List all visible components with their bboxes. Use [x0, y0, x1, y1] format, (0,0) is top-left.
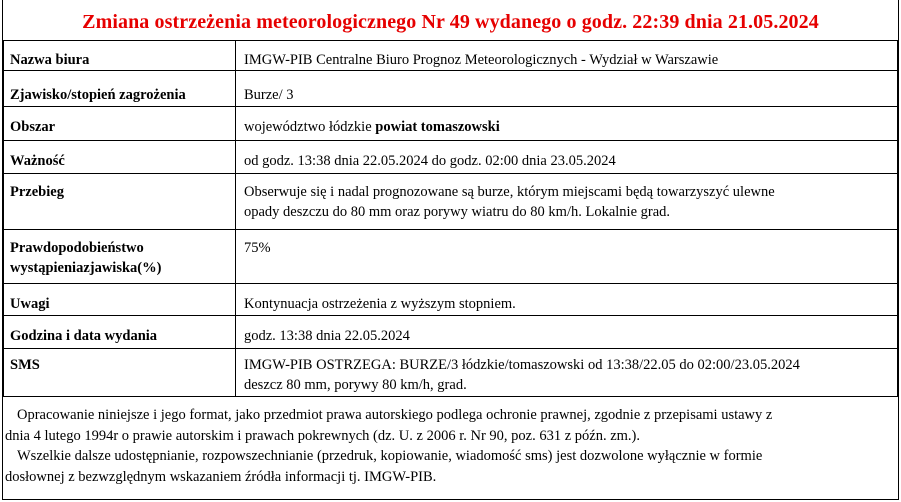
row-office — [4, 41, 898, 71]
sms-label: SMS — [4, 349, 236, 397]
row-issued — [4, 316, 898, 349]
area-county: powiat tomaszowski — [375, 119, 500, 135]
issued-label: Godzina i data wydania — [4, 316, 236, 349]
copyright-line-2: dnia 4 lutego 1994r o prawie autorskim i prawach pokrewnych (dz. U. z 2006 r. Nr 90, poz. 631 z późn. zm.). — [5, 427, 641, 444]
copyright-line-1: Opracowanie niniejsze i jego format, jako przedmiot prawa autorskiego podlega ochronie prawnej, zgodnie z przepisami ustawy z — [17, 407, 773, 423]
distribution-line-1: Wszelkie dalsze udostępnianie, rozpowszechnianie (przedruk, kopiowanie, wiadomość sms) jest dozwolone wyłącznie w formie — [17, 448, 763, 464]
phenomenon-label: Zjawisko/stopień zagrożenia — [4, 71, 236, 107]
course-line-1: Obserwuje się i nadal prognozowane są burze, którym miejscami będą towarzyszyć ulewne — [244, 184, 775, 200]
issued-value: godz. 13:38 dnia 22.05.2024 — [236, 316, 898, 349]
row-phenomenon — [4, 71, 898, 107]
validity-label: Ważność — [4, 141, 236, 174]
sms-line-1: IMGW-PIB OSTRZEGA: BURZE/3 łódzkie/tomaszowski od 13:38/22.05 do 02:00/23.05.2024 — [244, 357, 800, 373]
probability-value: 75% — [236, 230, 898, 284]
sms-line-2: deszcz 80 mm, porywy 80 km/h, grad. — [244, 377, 467, 393]
office-value: IMGW-PIB Centralne Biuro Prognoz Meteorologicznych - Wydział w Warszawie — [236, 41, 898, 71]
office-label: Nazwa biura — [4, 41, 236, 71]
row-course — [4, 174, 898, 230]
course-value — [236, 174, 898, 230]
validity-value: od godz. 13:38 dnia 22.05.2024 do godz. 02:00 dnia 23.05.2024 — [236, 141, 898, 174]
row-area — [4, 107, 898, 141]
warning-table — [3, 40, 898, 397]
probability-label-line-2: wystąpieniazjawiska(%) — [10, 260, 162, 276]
remarks-label: Uwagi — [4, 284, 236, 316]
row-probability — [4, 230, 898, 284]
area-voivodeship: województwo łódzkie — [244, 119, 376, 135]
sms-value — [236, 349, 898, 397]
row-validity — [4, 141, 898, 174]
warning-title: Zmiana ostrzeżenia meteorologicznego Nr 49 wydanego o godz. 22:39 dnia 21.05.2024 — [82, 11, 819, 33]
remarks-value: Kontynuacja ostrzeżenia z wyższym stopniem. — [236, 284, 898, 316]
phenomenon-value: Burze/ 3 — [236, 71, 898, 107]
row-remarks — [4, 284, 898, 316]
copyright-notice — [3, 402, 898, 487]
probability-label-line-1: Prawdopodobieństwo — [10, 240, 144, 256]
probability-label — [4, 230, 236, 284]
course-line-2: opady deszczu do 80 mm oraz porywy wiatru do 80 km/h. Lokalnie grad. — [244, 204, 671, 220]
row-sms — [4, 349, 898, 397]
warning-document — [2, 0, 899, 500]
area-label: Obszar — [4, 107, 236, 141]
course-label: Przebieg — [4, 174, 236, 230]
area-value — [236, 107, 898, 141]
distribution-line-2: dosłownej z bezwzględnym wskazaniem źródła informacji tj. IMGW-PIB. — [5, 468, 437, 485]
